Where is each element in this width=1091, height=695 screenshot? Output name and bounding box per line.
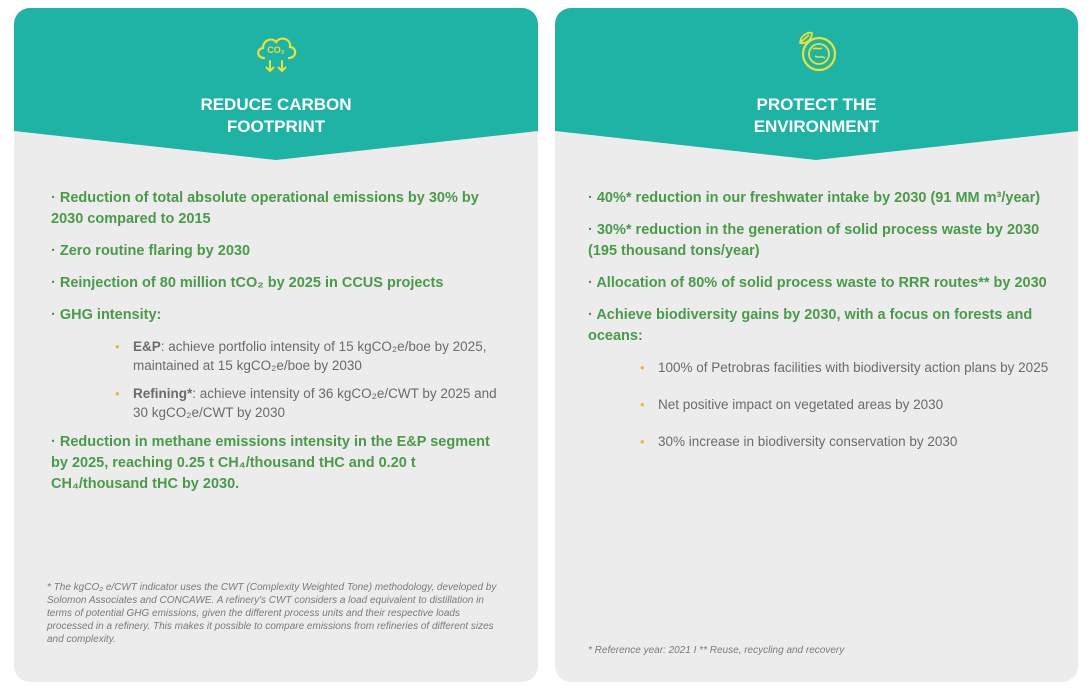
goal-item: · GHG intensity: xyxy=(51,307,162,323)
goal-list xyxy=(51,188,508,506)
card-header xyxy=(14,8,538,178)
sub-item: • 30% increase in biodiversity conservation by 2030 xyxy=(658,432,1050,451)
title-line-2: FOOTPRINT xyxy=(226,117,326,136)
svg-text:CO₂: CO₂ xyxy=(267,45,285,55)
protect-environment-card xyxy=(555,8,1078,682)
goal-list xyxy=(588,188,1050,469)
footnote: * Reference year: 2021 I ** Reuse, recycling and recovery xyxy=(588,645,845,656)
reduce-carbon-card xyxy=(14,8,538,682)
card-header xyxy=(555,8,1078,178)
goal-item: · Allocation of 80% of solid process waste to RRR routes** by 2030 xyxy=(588,275,1047,291)
sub-item: • Net positive impact on vegetated areas by 2030 xyxy=(658,395,1050,414)
title-line-2: ENVIRONMENT xyxy=(753,117,880,136)
sub-item-label: E&P xyxy=(133,339,161,354)
sub-item-text: : achieve portfolio intensity of 15 kgCO₂e/boe by 2025, maintained at 15 kgCO₂e/boe by 2030 xyxy=(133,339,487,373)
sub-item xyxy=(133,337,508,375)
leaf-globe-icon xyxy=(794,28,840,76)
goal-item: · Zero routine flaring by 2030 xyxy=(51,243,251,259)
goal-item: · 40%* reduction in our freshwater intake by 2030 (91 MM m³/year) xyxy=(588,190,1041,206)
title-line-1: PROTECT THE xyxy=(756,95,877,114)
sub-item xyxy=(133,384,508,422)
ghg-sub-list xyxy=(51,337,508,422)
goal-item: · Reduction of total absolute operational emissions by 30% by 2030 compared to 2015 xyxy=(51,190,479,227)
sub-item: • 100% of Petrobras facilities with biodiversity action plans by 2025 xyxy=(658,358,1050,377)
goal-item: · Reduction in methane emissions intensity in the E&P segment by 2025, reaching 0.25 t CH₄/thousand tHC and 0.20 t CH₄/thousand tHC by 2030. xyxy=(51,434,490,492)
card-title xyxy=(555,94,1078,138)
sub-item-text: : achieve intensity of 36 kgCO₂e/CWT by 2025 and 30 kgCO₂e/CWT by 2030 xyxy=(133,386,497,420)
goal-item: · 30%* reduction in the generation of solid process waste by 2030 (195 thousand tons/year) xyxy=(588,222,1040,259)
goal-item: · Achieve biodiversity gains by 2030, with a focus on forests and oceans: xyxy=(588,307,1033,344)
footnote: * The kgCO₂ e/CWT indicator uses the CWT (Complexity Weighted Tone) methodology, developed by Solomon Associates and CONCAWE. A refinery's CWT considers a load equivalent to distillation in terms of potential GHG emissions, given the different process units and their respective loads processed in a refinery. This makes it possible to compare emissions from refineries of different sizes and complexity. xyxy=(47,582,497,645)
biodiversity-sub-list xyxy=(588,358,1050,451)
card-title xyxy=(14,94,538,138)
goal-item: · Reinjection of 80 million tCO₂ by 2025 in CCUS projects xyxy=(51,275,444,291)
sub-item-label: Refining* xyxy=(133,386,193,401)
title-line-1: REDUCE CARBON xyxy=(200,95,352,114)
co2-cloud-icon xyxy=(253,28,299,76)
